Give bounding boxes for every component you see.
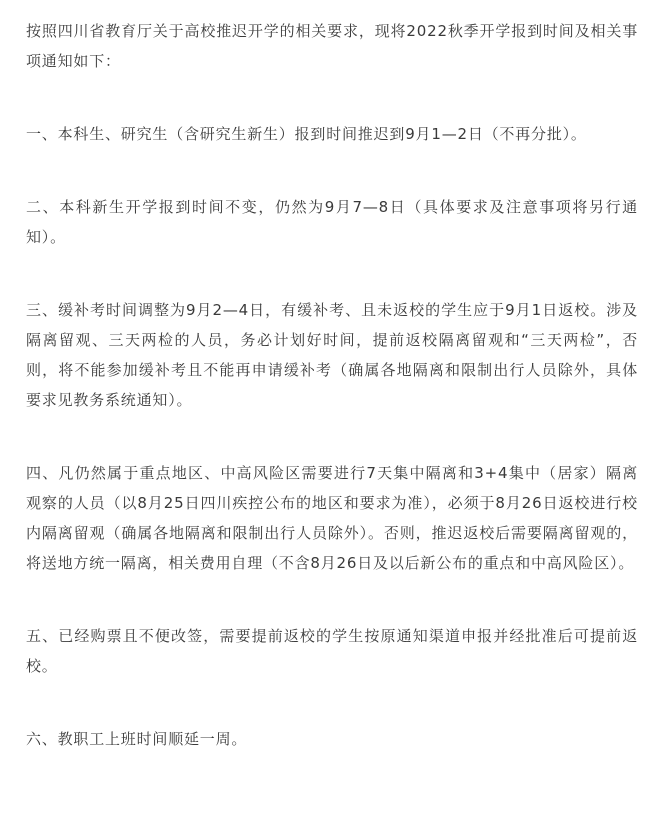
- notice-item-3: 三、缓补考时间调整为9月2—4日，有缓补考、且未返校的学生应于9月1日返校。涉及隔离留观、三天两检的人员，务必计划好时间，提前返校隔离留观和“三天两检”，否则，将不能参加缓补考且不能再申请缓补考（确属各地隔离和限制出行人员除外，具体要求见教务系统通知）。: [26, 301, 638, 409]
- notice-item-6: 六、教职工上班时间顺延一周。: [26, 730, 248, 748]
- notice-item-1: 一、本科生、研究生（含研究生新生）报到时间推迟到9月1—2日（不再分批）。: [26, 125, 587, 143]
- notice-intro: 按照四川省教育厅关于高校推迟开学的相关要求，现将2022秋季开学报到时间及相关事项通知如下：: [26, 22, 638, 70]
- notice-body: [26, 16, 638, 754]
- notice-item-4: 四、凡仍然属于重点地区、中高风险区需要进行7天集中隔离和3+4集中（居家）隔离观察的人员（以8月25日四川疾控公布的地区和要求为准），必须于8月26日返校进行校内隔离留观（确属各地隔离和限制出行人员除外）。否则，推迟返校后需要隔离留观的，将送地方统一隔离，相关费用自理（不含8月26日及以后新公布的重点和中高风险区）。: [26, 464, 638, 572]
- notice-item-2: 二、本科新生开学报到时间不变，仍然为9月7—8日（具体要求及注意事项将另行通知）。: [26, 198, 638, 246]
- notice-item-5: 五、已经购票且不便改签，需要提前返校的学生按原通知渠道申报并经批准后可提前返校。: [26, 627, 638, 675]
